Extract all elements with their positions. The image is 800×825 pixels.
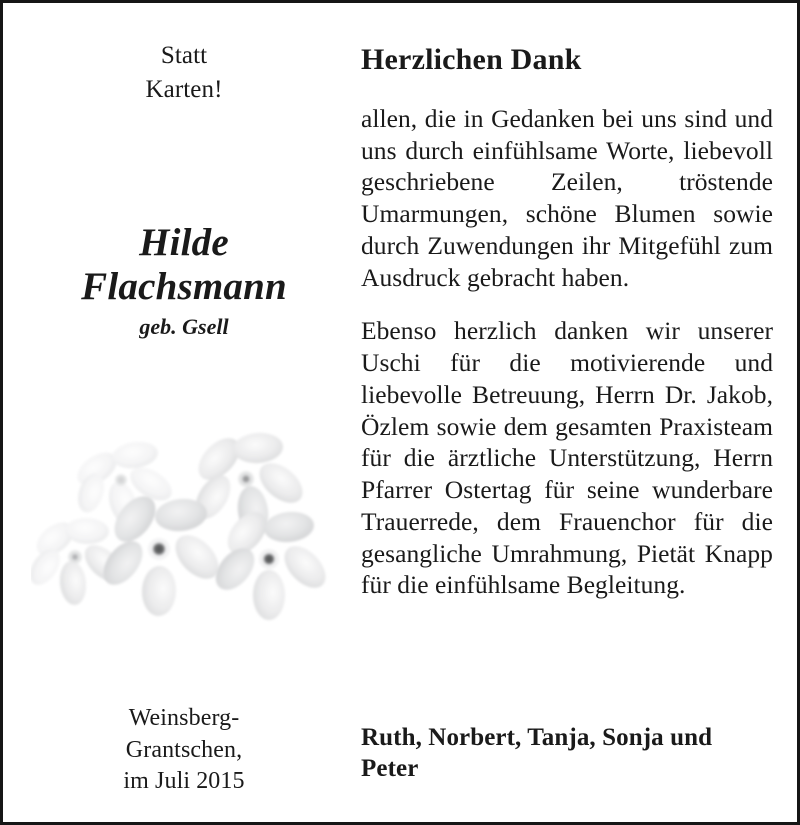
date-line: im Juli 2015 (123, 768, 245, 795)
notice-inner (3, 3, 797, 822)
thanks-heading: Herzlichen Dank (361, 43, 582, 76)
deceased-name-block (25, 221, 343, 341)
place-and-date (25, 703, 343, 798)
thanks-body (361, 103, 773, 601)
left-column (25, 3, 343, 822)
forget-me-not-flowers-photo (31, 411, 337, 639)
thanks-paragraph: Ebenso herzlich danken wir unserer Uschi für die motivierende und liebevolle Betreuung, Herrn Dr. Jakob, Özlem sowie dem gesamten Praxisteam für die ärztliche Unterstützung, Herrn Pfarrer Ostertag für seine wunderbare Trauerrede, dem Frauenchor für die gesangliche Umrahmung, Pietät Knapp für die einfühlsame Begleitung. (361, 316, 773, 600)
place-line-2: Grantschen, (125, 736, 243, 763)
place-line-1: Weinsberg- (128, 705, 240, 731)
statt-karten-line-2: Karten! (145, 75, 223, 103)
family-signature: Ruth, Norbert, Tanja, Sonja und Peter (361, 724, 713, 782)
statt-karten-note (25, 39, 343, 106)
thanks-paragraph: allen, die in Gedanken bei uns sind und uns durch einfühlsame Worte, liebevoll geschriebene Zeilen, tröstende Umarmungen, schöne Blumen sowie durch Zuwendungen ihr Mitgefühl zum Ausdruck gebracht haben. (361, 104, 773, 292)
statt-karten-line-1: Statt (160, 42, 208, 69)
deceased-maiden-name: geb. Gsell (139, 314, 229, 340)
deceased-first-name: Hilde (139, 221, 229, 264)
right-column (361, 3, 773, 822)
deceased-last-name: Flachsmann (81, 264, 287, 308)
